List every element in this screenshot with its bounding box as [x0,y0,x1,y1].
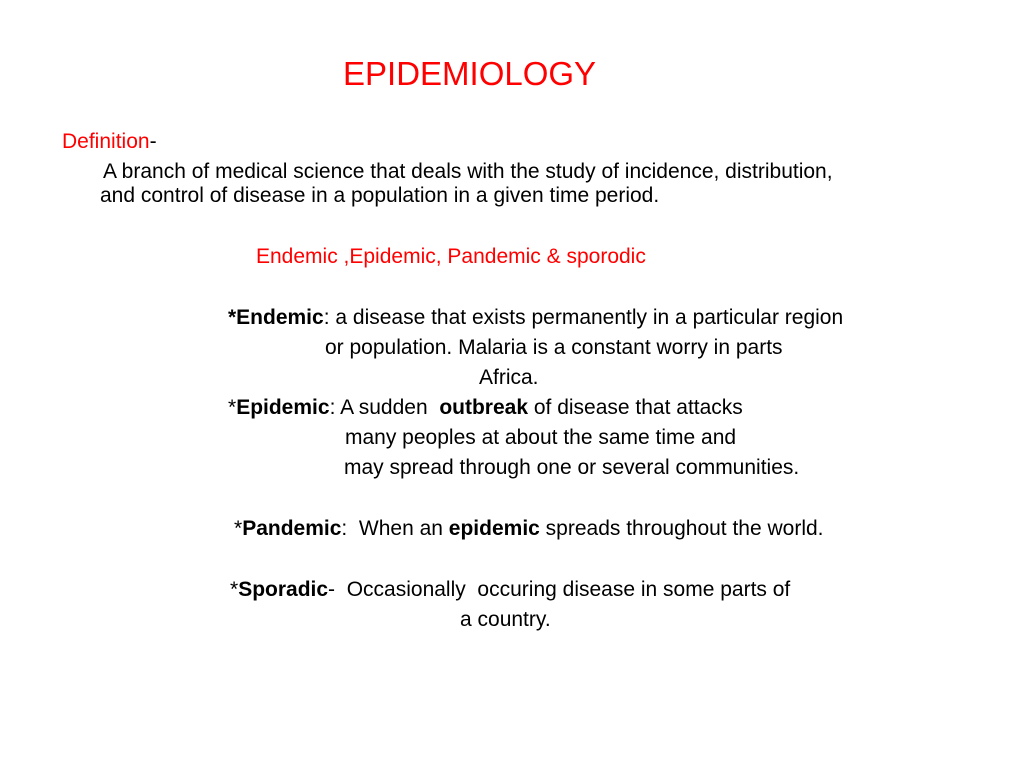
definition-dash: - [149,130,157,153]
epidemic-line-3: may spread through one or several communities. [344,456,800,479]
slide-title: EPIDEMIOLOGY [343,55,597,92]
definition-line-2: and control of disease in a population in a given time period. [100,184,660,207]
pandemic-star: * [234,517,243,540]
epidemic-term: Epidemic [236,396,330,419]
pandemic-term: Pandemic [242,517,342,540]
sporadic-text: - Occasionally occuring disease in some parts of [328,578,791,601]
epidemic-text-1: : A sudden [329,396,440,419]
pandemic-line [234,516,824,542]
epidemic-line-2: many peoples at about the same time and [345,426,737,449]
endemic-text: : a disease that exists permanently in a particular region [323,306,844,329]
epidemic-text-2: of disease that attacks [528,396,743,419]
endemic-term: *Endemic [228,306,324,329]
sporadic-star: * [230,578,239,601]
sporadic-term: Sporadic [238,578,329,601]
definition-line-1: A branch of medical science that deals with the study of incidence, distribution, [103,160,833,183]
definition-heading [62,129,157,155]
pandemic-bold-word: epidemic [448,517,540,540]
endemic-line-3: Africa. [479,366,539,389]
sporadic-line-2: a country. [460,608,551,631]
epidemic-bold-word: outbreak [439,396,529,419]
subheading: Endemic ,Epidemic, Pandemic & sporodic [256,245,646,268]
pandemic-text-1: : When an [341,517,449,540]
endemic-line-2: or population. Malaria is a constant worry in parts [325,336,783,359]
epidemic-line-1 [228,395,743,421]
epidemic-star: * [228,396,237,419]
endemic-line-1 [228,305,843,331]
sporadic-line-1 [230,577,790,603]
pandemic-text-2: spreads throughout the world. [539,517,824,540]
definition-label: Definition [62,130,150,153]
